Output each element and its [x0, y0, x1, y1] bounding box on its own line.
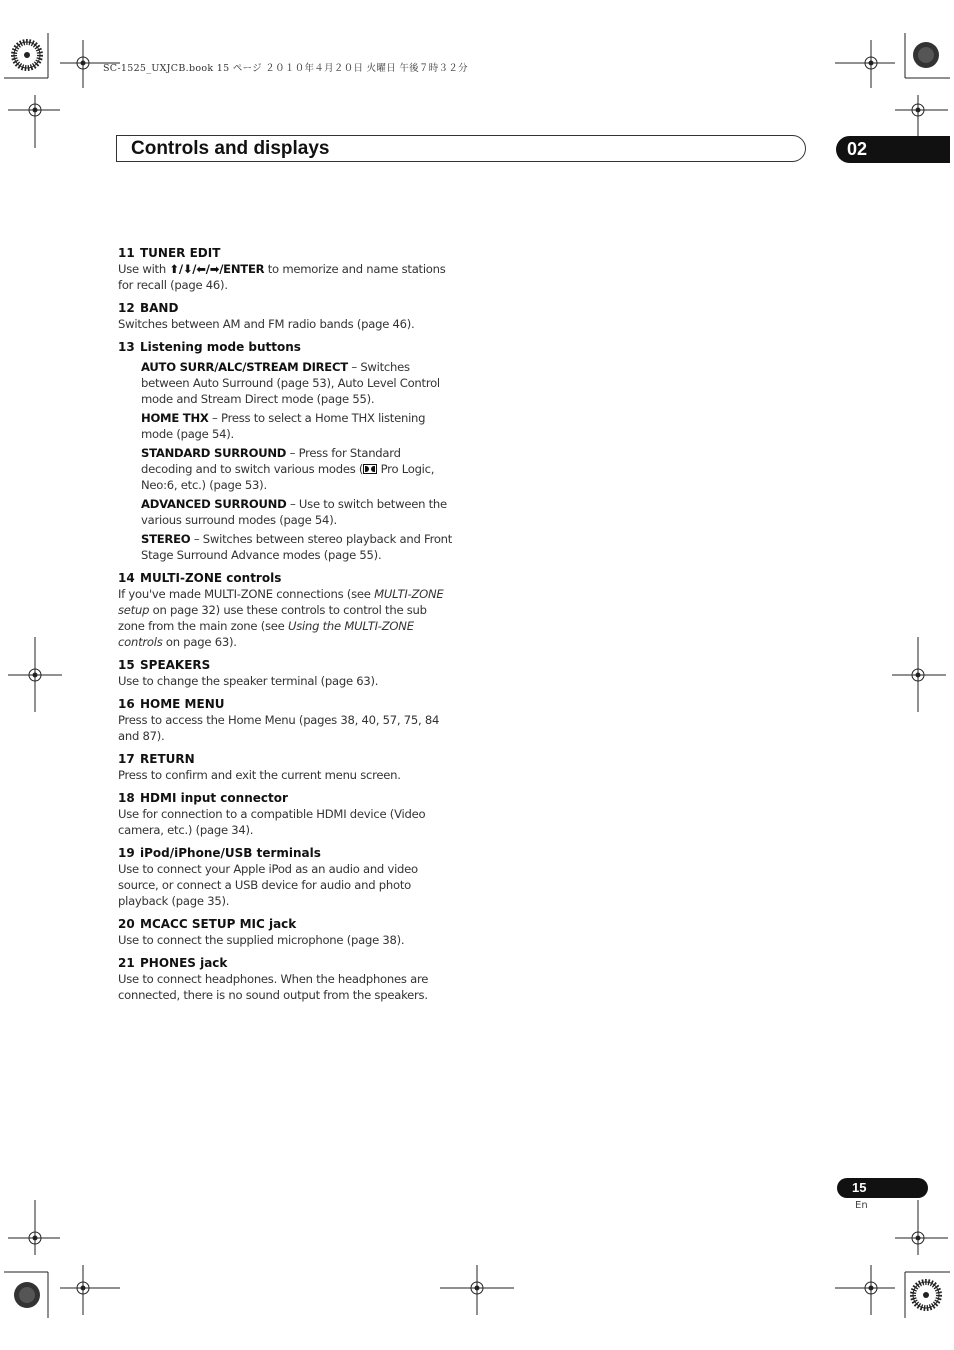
item-title: HDMI input connector: [140, 791, 288, 805]
sub-item: AUTO SURR/ALC/STREAM DIRECT – Switches between Auto Surround (page 53), Auto Level Control mode and Stream Direct mode (page 55).: [141, 360, 440, 406]
item-heading: [118, 916, 453, 932]
item-title: MULTI-ZONE controls: [140, 571, 282, 585]
chapter-title: Controls and displays: [131, 138, 330, 159]
item-heading: [118, 300, 453, 316]
item-number: 16: [118, 697, 135, 711]
list-item: [118, 751, 453, 783]
item-title: iPod/iPhone/USB terminals: [140, 846, 321, 860]
item-description: Press to access the Home Menu (pages 38, 40, 57, 75, 84 and 87).: [118, 713, 440, 743]
item-title: RETURN: [140, 752, 195, 766]
item-heading: [118, 845, 453, 861]
item-heading: [118, 696, 453, 712]
item-description: Switches between AM and FM radio bands (page 46).: [118, 317, 415, 331]
item-heading: [118, 751, 453, 767]
item-description: Use to connect the supplied microphone (page 38).: [118, 933, 405, 947]
list-item: [118, 570, 453, 650]
item-number: 18: [118, 791, 135, 805]
list-item: [118, 696, 453, 744]
item-number: 21: [118, 956, 135, 970]
item-number: 11: [118, 246, 135, 260]
item-heading: [118, 339, 453, 355]
item-number: 19: [118, 846, 135, 860]
list-item: [118, 790, 453, 838]
item-number: 12: [118, 301, 135, 315]
item-title: BAND: [140, 301, 179, 315]
page-number: 15: [852, 1180, 867, 1195]
item-description: Use to connect your Apple iPod as an audio and video source, or connect a USB device for audio and photo playback (page 35).: [118, 862, 418, 908]
list-item: [118, 845, 453, 909]
item-heading: [118, 245, 453, 261]
item-title: TUNER EDIT: [140, 246, 221, 260]
item-number: 20: [118, 917, 135, 931]
main-content: [118, 245, 453, 1010]
starburst-top-left-icon: [14, 42, 40, 68]
chapter-title-bar: [116, 135, 806, 162]
list-item: [118, 339, 453, 563]
item-number: 14: [118, 571, 135, 585]
language-label: En: [855, 1200, 868, 1211]
sub-item: ADVANCED SURROUND – Use to switch between the various surround modes (page 54).: [141, 497, 447, 527]
item-number: 17: [118, 752, 135, 766]
item-description: Press to confirm and exit the current menu screen.: [118, 768, 401, 782]
item-description: Use to change the speaker terminal (page 63).: [118, 674, 379, 688]
chapter-number-tab: [836, 136, 950, 163]
item-title: HOME MENU: [140, 697, 225, 711]
item-number: 13: [118, 340, 135, 354]
item-number: 15: [118, 658, 135, 672]
list-item: [118, 916, 453, 948]
sub-list: [141, 359, 453, 563]
item-description: Use for connection to a compatible HDMI device (Video camera, etc.) (page 34).: [118, 807, 426, 837]
item-title: SPEAKERS: [140, 658, 211, 672]
item-heading: [118, 955, 453, 971]
item-title: Listening mode buttons: [140, 340, 301, 354]
starburst-bottom-right-icon: [913, 1282, 939, 1308]
starburst-bottom-left-icon: [14, 1282, 40, 1308]
item-heading: [118, 657, 453, 673]
item-heading: [118, 790, 453, 806]
dolby-double-d-icon: [363, 464, 377, 474]
list-item: [118, 245, 453, 293]
item-title: MCACC SETUP MIC jack: [140, 917, 297, 931]
item-description: Use with ⬆/⬇/⬅/➡/ENTER to memorize and name stations for recall (page 46).: [118, 262, 446, 292]
starburst-top-right-icon: [913, 42, 939, 68]
list-item: [118, 300, 453, 332]
item-title: PHONES jack: [140, 956, 228, 970]
sub-item: HOME THX – Press to select a Home THX listening mode (page 54).: [141, 411, 426, 441]
chapter-number: 02: [847, 139, 868, 159]
list-item: [118, 955, 453, 1003]
page-number-tab: [837, 1178, 928, 1198]
print-header: SC-1525_UXJCB.book 15 ページ ２０１０年４月２０日 火曜日 午後７時３２分: [103, 63, 468, 74]
item-heading: [118, 570, 453, 586]
item-description: Use to connect headphones. When the headphones are connected, there is no sound output from the speakers.: [118, 972, 429, 1002]
sub-item: STEREO – Switches between stereo playback and Front Stage Surround Advance modes (page 55).: [141, 532, 453, 562]
sub-item: STANDARD SURROUND – Press for Standard decoding and to switch various modes ( Pro Logic, Neo:6, etc.) (page 53).: [141, 446, 435, 492]
list-item: [118, 657, 453, 689]
item-description: If you've made MULTI-ZONE connections (see MULTI-ZONE setup on page 32) use these controls to control the sub zone from the main zone (see Using the MULTI-ZONE controls on page 63).: [118, 587, 444, 649]
